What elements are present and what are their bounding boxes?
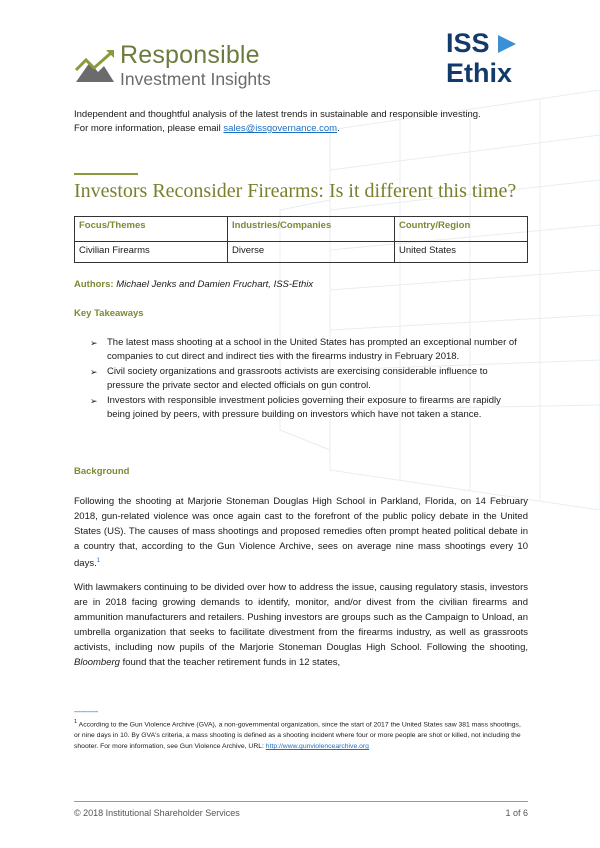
metadata-table (74, 216, 528, 263)
background-heading: Background (74, 466, 130, 477)
gun-violence-archive-link[interactable]: http://www.gunviolencearchive.org (265, 743, 369, 751)
header-focus-themes: Focus/Themes (75, 217, 228, 242)
page-number: 1 of 6 (505, 808, 528, 818)
arrow-bullet-icon: ➢ (90, 396, 98, 406)
list-item (90, 336, 520, 364)
key-takeaways-heading: Key Takeaways (74, 308, 144, 319)
value-industries-companies: Diverse (228, 242, 395, 263)
mountain-chart-icon (74, 48, 116, 84)
arrow-bullet-icon: ➢ (90, 338, 98, 348)
footnote-ref-1[interactable]: 1 (96, 558, 101, 564)
metadata-value-row (75, 242, 528, 263)
footnote-text: According to the Gun Violence Archive (GVA), a non-governmental organization, since the start of 2017 the United States saw 381 mass shootings, or nine days in 10. By GVA's criteria, a mass shooting is defined as a shooting incident where four or more people are shot or killed, not including the shooter. For more information, see Gun Violence Archive, URL: (74, 721, 521, 751)
key-takeaways-list (90, 336, 520, 423)
takeaway-text: Civil society organizations and grassroots activists are exercising considerable influence to pressure the private sector and elected officials on gun control. (107, 366, 488, 391)
list-item (90, 365, 520, 393)
header-industries-companies: Industries/Companies (228, 217, 395, 242)
logo-title: Responsible (120, 41, 260, 69)
intro-text (74, 108, 514, 136)
logo-subtitle: Investment Insights (120, 69, 271, 89)
takeaway-text: Investors with responsible investment policies governing their exposure to firearms are rapidly being joined by peers, with pressure building on investors which have not taken a stance. (107, 395, 501, 420)
takeaway-text: The latest mass shooting at a school in the United States has prompted an exceptional number of companies to cut direct and indirect ties with the firearms industry in February 2018. (107, 337, 517, 362)
arrow-bullet-icon: ➢ (90, 367, 98, 377)
sales-email-link[interactable]: sales@issgovernance.com (223, 123, 338, 134)
title-accent-rule (74, 173, 138, 175)
background-paragraph-1 (74, 494, 528, 571)
footnote-1 (74, 717, 528, 752)
footer-copyright: © 2018 Institutional Shareholder Services (74, 808, 240, 818)
iss-logo-text: ISS (446, 28, 490, 58)
intro-line-2-prefix: For more information, please email (74, 123, 224, 134)
authors-label: Authors: (74, 279, 114, 290)
header-country-region: Country/Region (395, 217, 528, 242)
intro-line-2-suffix: . (337, 123, 340, 134)
paragraph-1-text: Following the shooting at Marjorie Stoneman Douglas High School in Parkland, Florida, on 14 February 2018, gun-related violence was once again cast to the forefront of the public policy debate in the United States (US). The causes of mass shootings and proposed remedies often prompt heated political debate in a country that, according to the Gun Violence Archive, sees on average nine mass shootings every 10 days. (74, 496, 528, 570)
background-paragraph-2 (74, 580, 528, 670)
background-building-graphic (270, 90, 600, 510)
footnote-rule: ----------- (74, 707, 98, 716)
footer-divider (74, 801, 528, 802)
intro-line-2 (74, 122, 514, 136)
value-focus-themes: Civilian Firearms (75, 242, 228, 263)
iss-ethix-logo (446, 28, 526, 92)
metadata-header-row (75, 217, 528, 242)
authors-names: Michael Jenks and Damien Fruchart, ISS-Ethix (116, 279, 314, 290)
play-arrow-icon (496, 33, 518, 55)
responsible-investment-insights-logo (74, 40, 314, 96)
ethix-logo-text: Ethix (446, 58, 513, 88)
authors-line (74, 279, 313, 290)
value-country-region: United States (395, 242, 528, 263)
paragraph-2-italic: Bloomberg (74, 657, 120, 668)
intro-line-1: Independent and thoughtful analysis of the latest trends in sustainable and responsible investing. (74, 109, 481, 120)
page-title: Investors Reconsider Firearms: Is it different this time? (74, 180, 517, 202)
paragraph-2-text-a: With lawmakers continuing to be divided over how to address the issue, causing regulatory stasis, investors are in 2018 facing growing demands to identify, monitor, and/or divest from the civilian firearms and ammunition manufacturers and retailers. Pushing investors are groups such as the Campaign to Unload, an umbrella organization that seeks to facilitate divestment from the firearms industry, as well as grassroots activists, including now pupils of the Marjorie Stoneman Douglas High School. Following the shooting, (74, 582, 528, 653)
list-item (90, 394, 520, 422)
paragraph-2-text-b: found that the teacher retirement funds in 12 states, (119, 657, 341, 668)
footnote-number: 1 (74, 719, 78, 725)
